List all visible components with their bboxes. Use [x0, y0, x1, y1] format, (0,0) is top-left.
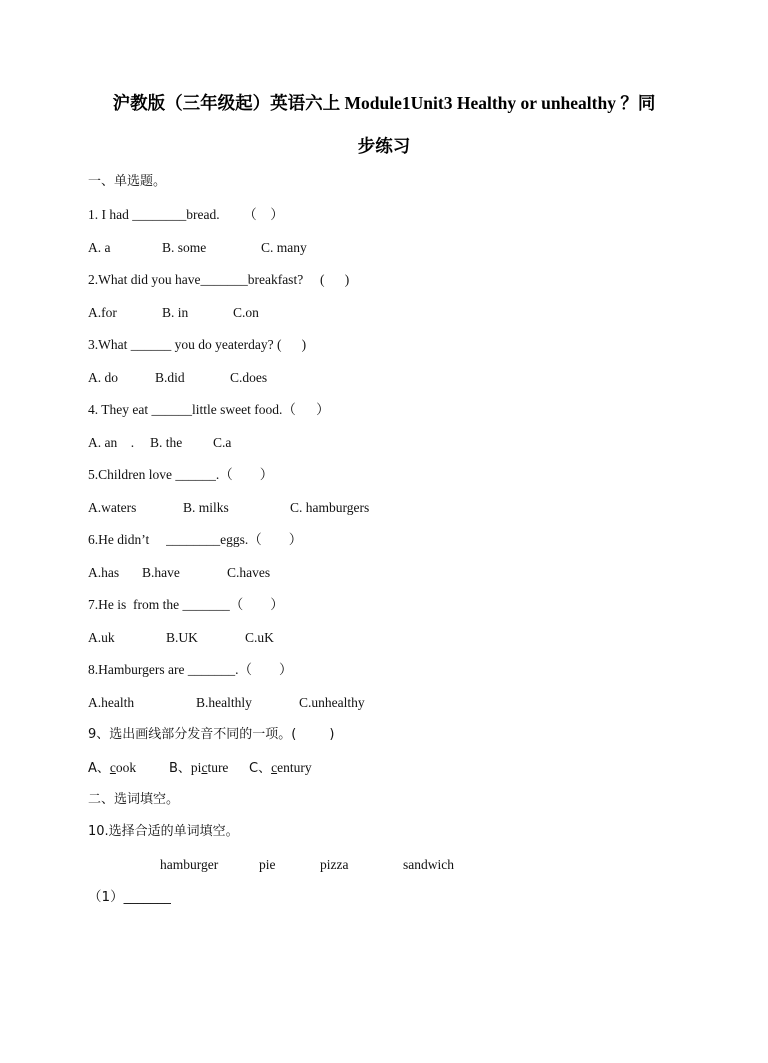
option-a-prefix: A、: [88, 761, 110, 776]
word-bank-item: pizza: [320, 857, 349, 872]
option-word-start: pi: [190, 760, 202, 775]
question-1-option-c: C. many: [261, 240, 307, 255]
question-9-option-b: [169, 759, 228, 778]
question-8-option-a: A.health: [88, 695, 135, 710]
question-4-option-a: A. an .: [88, 435, 135, 450]
option-c-prefix: C、: [249, 761, 272, 776]
question-6-option-a: A.has: [88, 565, 120, 580]
question-3-option-a: A. do: [88, 370, 118, 385]
option-b-prefix: B、: [169, 761, 191, 776]
option-word-rest: entury: [277, 760, 312, 775]
question-6-stem: 6.He didn’t ________eggs.（ ）: [88, 532, 303, 547]
question-9-stem: 9、选出画线部分发音不同的一项。( ): [88, 727, 335, 742]
question-2-option-b: B. in: [162, 305, 189, 320]
question-7-stem: 7.He is from the _______（ ）: [88, 597, 284, 612]
question-4-stem: 4. They eat ______little sweet food.（ ）: [88, 402, 330, 417]
question-3-stem: 3.What ______ you do yeaterday? ( ): [88, 337, 307, 352]
question-8-stem: 8.Hamburgers are _______.（ ）: [88, 662, 293, 677]
word-bank-item: hamburger: [160, 857, 219, 872]
option-word-rest: ture: [207, 760, 229, 775]
question-1-stem: 1. I had ________bread. （ ）: [88, 207, 284, 222]
question-2-option-c: C.on: [233, 305, 259, 320]
question-4-option-c: C.a: [213, 435, 232, 450]
option-word-rest: ook: [115, 760, 137, 775]
question-1-option-b: B. some: [162, 240, 207, 255]
page-title-line2: 步练习: [357, 136, 411, 156]
word-bank-item: sandwich: [403, 857, 454, 872]
question-5-option-a: A.waters: [88, 500, 137, 515]
question-5-option-b: B. milks: [183, 500, 229, 515]
question-5-option-c: C. hamburgers: [290, 500, 370, 515]
section-heading-single-choice: 一、单选题。: [88, 174, 167, 189]
word-bank-item: pie: [259, 857, 276, 872]
underlined-letter: c: [109, 760, 116, 775]
question-5-stem: 5.Children love ______.（ ）: [88, 467, 274, 482]
question-1-option-a: A. a: [88, 240, 111, 255]
answer-blank-1: （1）_______: [88, 889, 171, 905]
question-6-option-b: B.have: [142, 565, 180, 580]
page-title-line1: 沪教版（三年级起）英语六上 Module1Unit3 Healthy or unhealthy ？同: [112, 93, 656, 113]
question-7-option-c: C.uK: [245, 630, 274, 645]
question-7-option-a: A.uk: [88, 630, 115, 645]
question-2-option-a: A.for: [88, 305, 117, 320]
question-10-stem: 10.选择合适的单词填空。: [88, 824, 239, 839]
underlined-letter: c: [271, 760, 278, 775]
underlined-letter: c: [201, 760, 208, 775]
question-4-option-b: B. the: [150, 435, 183, 450]
question-6-option-c: C.haves: [227, 565, 271, 580]
question-8-option-b: B.healthly: [196, 695, 252, 710]
question-2-stem: 2.What did you have_______breakfast? ( ): [88, 272, 350, 287]
question-9-option-a: [88, 759, 136, 778]
question-8-option-c: C.unhealthy: [299, 695, 365, 710]
question-9-option-c: [249, 759, 312, 778]
question-7-option-b: B.UK: [166, 630, 198, 645]
section-heading-fill-in: 二、选词填空。: [88, 792, 180, 807]
question-3-option-b: B.did: [155, 370, 185, 385]
question-3-option-c: C.does: [230, 370, 268, 385]
